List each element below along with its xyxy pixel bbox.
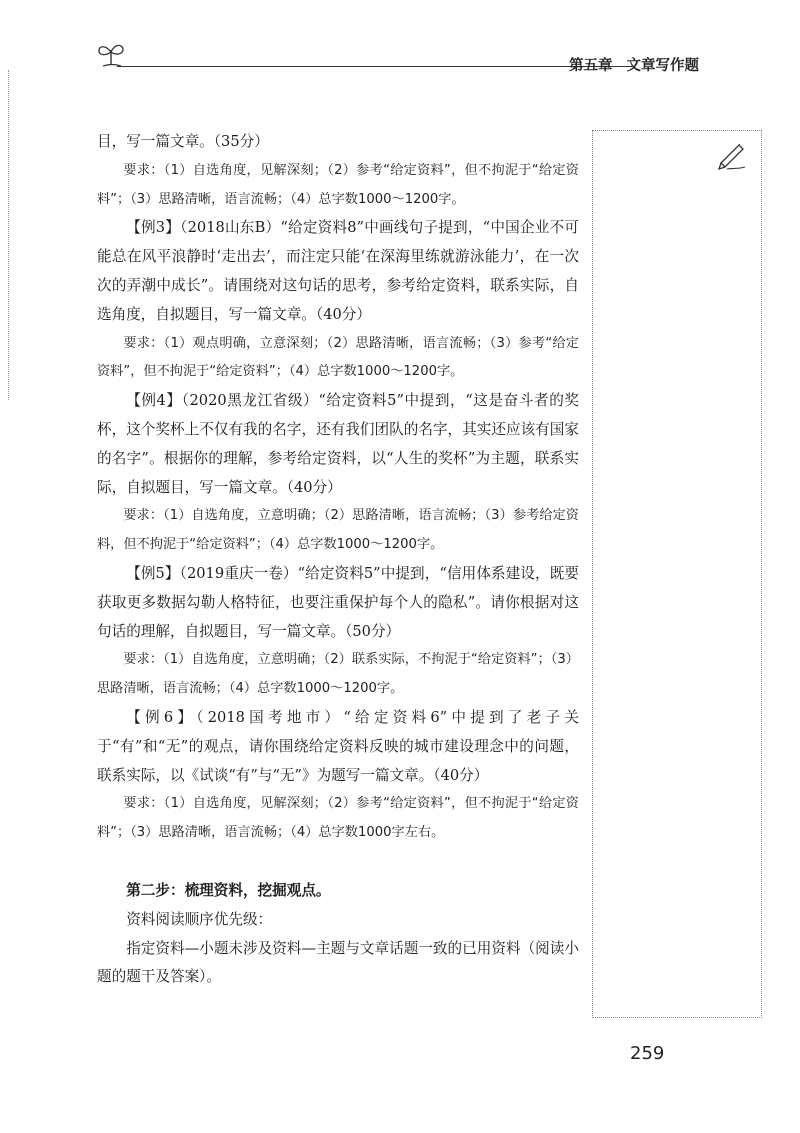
requirements-paragraph: 要求：（1）观点明确，立意深刻；（2）思路清晰，语言流畅；（3）参考“给定资料”，但不拘泥于“给定资料”；（4）总字数1000～1200字。 bbox=[97, 335, 579, 380]
example-paragraph: 【例4】（2020黑龙江省级）“给定资料5”中提到，“这是奋斗者的奖杯，这个奖杯上不仅有我的名字，还有我们团队的名字，其实还应该有国家的名字”。根据你的理解，参考给定资料，以“人生的奖杯”为主题，联系实际，自拟题目，写一篇文章。（40分） bbox=[97, 392, 579, 496]
example-paragraph: 【例5】（2019重庆一卷）“给定资料5”中提到，“信用体系建设，既要获取更多数据勾勒人格特征，也要注重保护每个人的隐私”。请你根据对这句话的理解，自拟题目，写一篇文章。（50分） bbox=[97, 564, 579, 640]
pencil-icon bbox=[715, 139, 749, 171]
requirements-paragraph: 要求：（1）自选角度，立意明确；（2）思路清晰，语言流畅；（3）参考给定资料，但不拘泥于“给定资料”；（4）总字数1000～1200字。 bbox=[97, 508, 579, 553]
page-header bbox=[95, 40, 705, 80]
chapter-title: 第五章 文章写作题 bbox=[569, 58, 699, 74]
example-paragraph: 【例6】（2018国考地市）“给定资料6”中提到了老子关于“有”和“无”的观点，请你围绕给定资料反映的城市建设理念中的问题，联系实际，以《试谈“有”与“无”》为题写一篇文章。（40分） bbox=[97, 708, 579, 784]
step-heading: 第二步：梳理资料，挖掘观点。 bbox=[126, 881, 331, 899]
body-paragraph: 资料阅读顺序优先级： bbox=[126, 910, 273, 928]
binding-dotted-line bbox=[8, 70, 9, 400]
header-rule bbox=[117, 66, 632, 67]
body-paragraph: 指定资料—小题未涉及资料—主题与文章话题一致的已用资料（阅读小题的题干及答案）。 bbox=[97, 939, 579, 986]
requirements-paragraph: 要求：（1）自选角度，见解深刻；（2）参考“给定资料”，但不拘泥于“给定资料”；（3）思路清晰，语言流畅；（4）总字数1000字左右。 bbox=[97, 796, 579, 841]
page-number: 259 bbox=[630, 1043, 665, 1064]
notes-margin-box bbox=[592, 130, 762, 1018]
requirements-paragraph: 要求：（1）自选角度，见解深刻；（2）参考“给定资料”，但不拘泥于“给定资料”；（3）思路清晰，语言流畅；（4）总字数1000～1200字。 bbox=[97, 162, 579, 207]
paragraph-continuation: 目，写一篇文章。（35分） bbox=[97, 133, 269, 150]
main-content bbox=[97, 128, 579, 992]
example-paragraph: 【例3】（2018山东B）“给定资料8”中画线句子提到，“中国企业不可能总在风平浪静时‘走出去’，而注定只能‘在深海里练就游泳能力’，在一次次的弄潮中成长”。请围绕对这句话的思考，参考给定资料，联系实际，自选角度，自拟题目，写一篇文章。（40分） bbox=[97, 219, 579, 323]
requirements-paragraph: 要求：（1）自选角度，立意明确；（2）联系实际，不拘泥于“给定资料”；（3）思路清晰，语言流畅；（4）总字数1000～1200字。 bbox=[97, 652, 579, 697]
